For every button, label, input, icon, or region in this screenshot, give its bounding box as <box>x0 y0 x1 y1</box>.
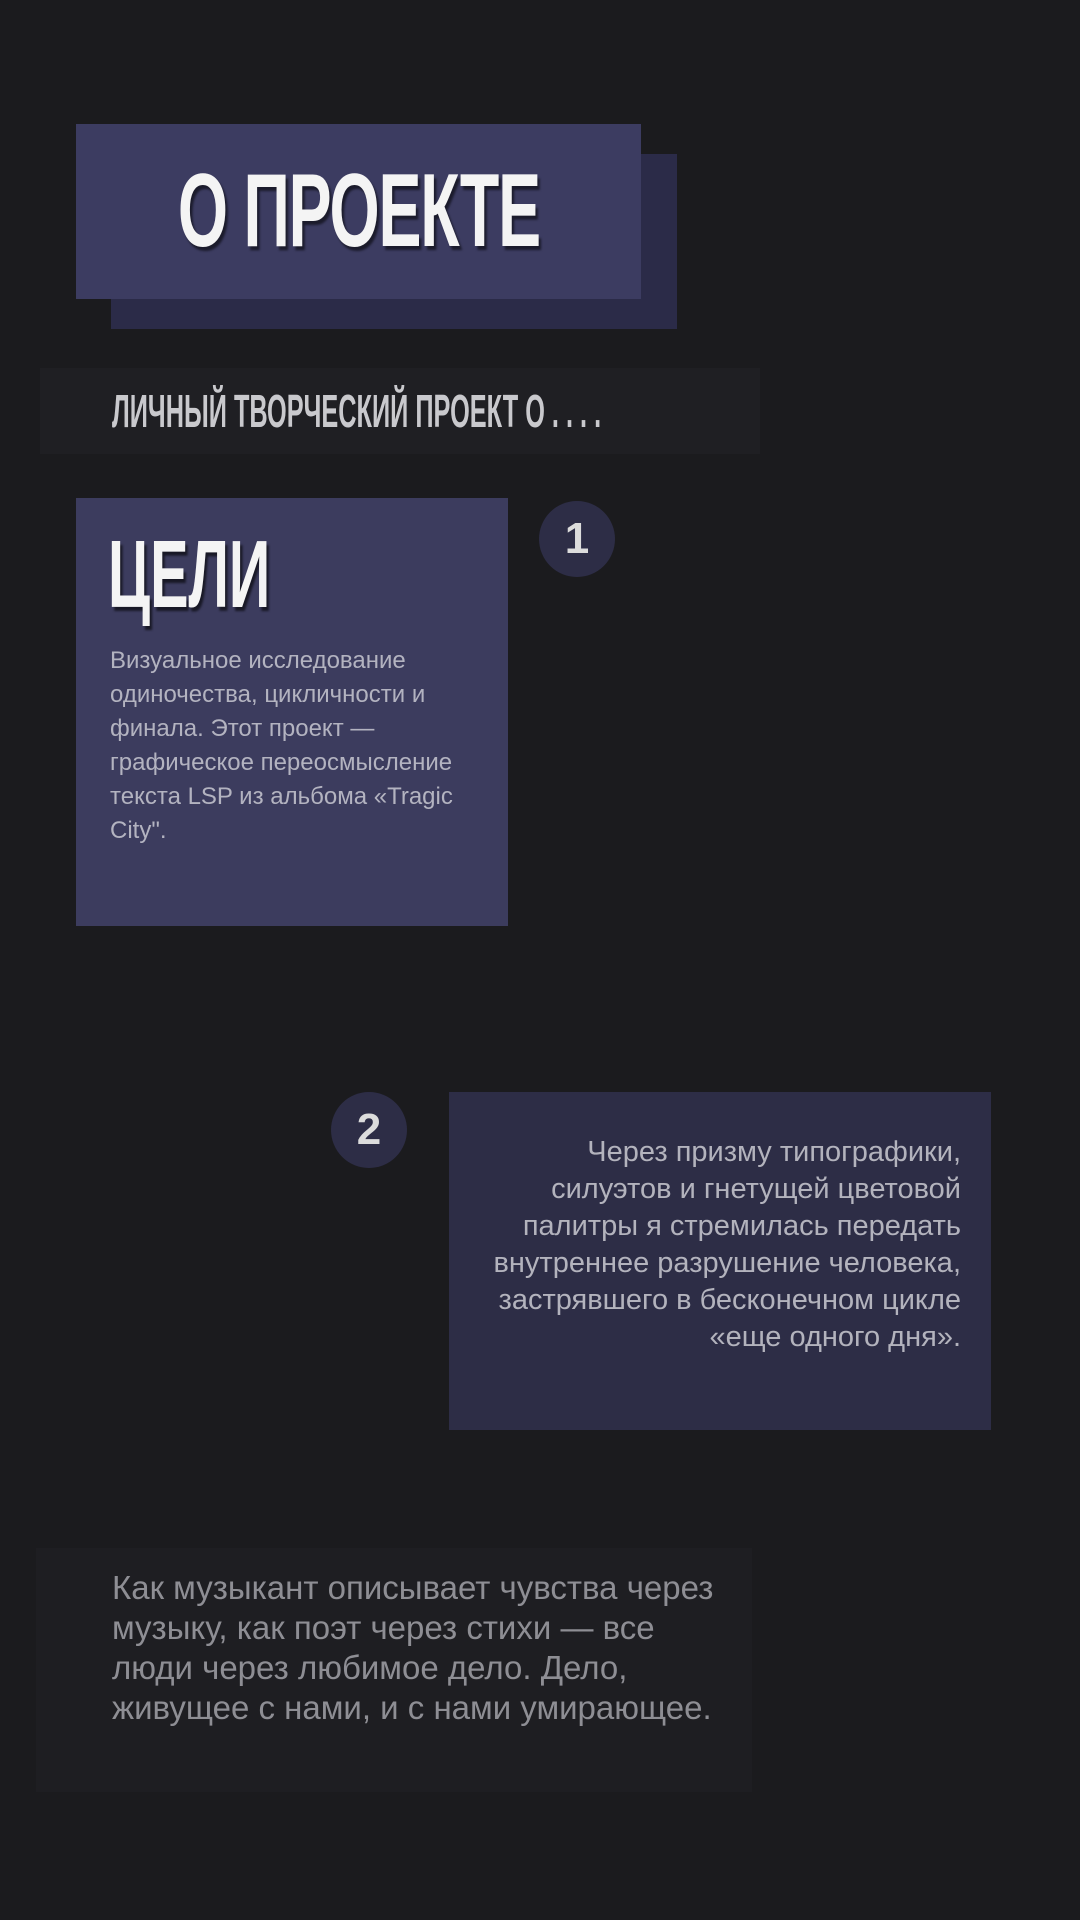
goals-heading: ЦЕЛИ <box>108 521 271 628</box>
closing-quote: Как музыкант описывает чувства через музыку, как поэт через стихи — все люди через любимое дело. Дело, живущее с нами, и с нами умирающее. <box>112 1569 714 1726</box>
project-subtitle: ЛИЧНЫЙ ТВОРЧЕСКИЙ ПРОЕКТ О . . . . <box>112 385 602 437</box>
step-badge-2: 2 <box>331 1092 407 1168</box>
step-badge-1: 1 <box>539 501 615 577</box>
approach-description: Через призму типографики, силуэтов и гнетущей цветовой палитры я стремилась передать внутреннее разрушение человека, застрявшего в бесконечном цикле «еще одного дня». <box>493 1136 961 1353</box>
goals-description: Визуальное исследование одиночества, цикличности и финала. Этот проект — графическое переосмысление текста LSP из альбома «Tragic City". <box>110 647 453 844</box>
title-block <box>76 124 641 299</box>
page-title: О ПРОЕКТЕ <box>177 153 540 269</box>
approach-card <box>449 1092 991 1430</box>
goals-card <box>76 498 508 926</box>
